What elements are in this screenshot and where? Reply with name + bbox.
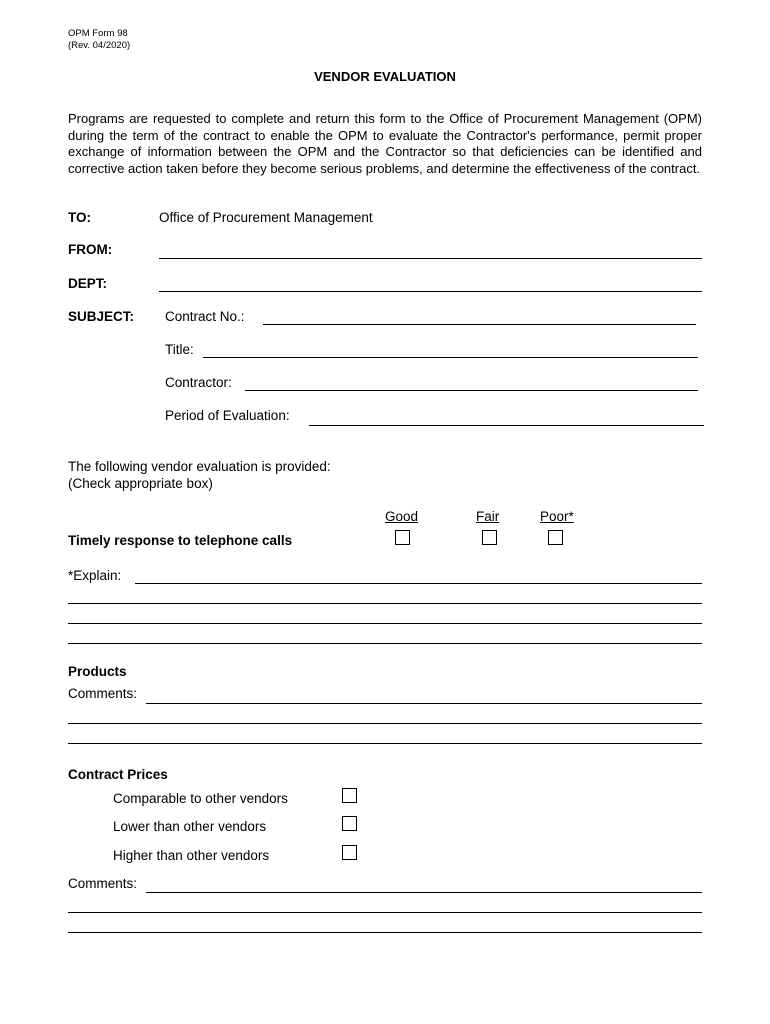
price-option-higher-checkbox[interactable]	[342, 845, 357, 860]
intro-paragraph: Programs are requested to complete and return this form to the Office of Procurement Management (OPM) during the term of the contract to enable the OPM to evaluate the Contractor's performance, permit proper exchange of information between the OPM and the Contractor so that deficiencies can be identified and corrective action taken before they become serious problems, and determine the effectiveness of the contract.	[68, 111, 702, 176]
price-option-higher-label: Higher than other vendors	[113, 848, 270, 863]
contract-no-label: Contract No.:	[165, 309, 245, 324]
price-option-lower-checkbox[interactable]	[342, 816, 357, 831]
period-label: Period of Evaluation:	[165, 408, 290, 423]
form-id: OPM Form 98	[68, 28, 128, 39]
rating-good-label: Good	[385, 509, 419, 524]
contract-prices-heading: Contract Prices	[68, 767, 168, 782]
from-label: FROM:	[68, 242, 113, 257]
to-value: Office of Procurement Management	[159, 210, 373, 225]
explain-field-line-4[interactable]	[68, 643, 702, 644]
rating-good-checkbox[interactable]	[395, 530, 410, 545]
prices-comments-label: Comments:	[68, 876, 138, 891]
rating-fair-label: Fair	[476, 509, 500, 524]
evaluation-instructions-note: (Check appropriate box)	[68, 476, 213, 491]
rating-poor-checkbox[interactable]	[548, 530, 563, 545]
explain-field-line-3[interactable]	[68, 623, 702, 624]
form-revision: (Rev. 04/2020)	[68, 40, 131, 51]
prices-comments-line-2[interactable]	[68, 912, 702, 913]
products-comments-line-3[interactable]	[68, 743, 702, 744]
rating-poor-label: Poor*	[540, 509, 574, 524]
contract-no-field[interactable]	[263, 324, 696, 325]
prices-comments-field[interactable]	[146, 892, 702, 893]
subject-label: SUBJECT:	[68, 309, 135, 324]
price-option-comparable-label: Comparable to other vendors	[113, 791, 288, 806]
dept-field[interactable]	[159, 291, 702, 292]
criterion-telephone-label: Timely response to telephone calls	[68, 533, 293, 548]
price-option-comparable-checkbox[interactable]	[342, 788, 357, 803]
prices-comments-line-3[interactable]	[68, 932, 702, 933]
products-comments-field[interactable]	[146, 703, 702, 704]
period-field[interactable]	[309, 425, 704, 426]
products-heading: Products	[68, 664, 127, 679]
explain-field-line-2[interactable]	[68, 603, 702, 604]
contractor-field[interactable]	[245, 390, 698, 391]
products-comments-line-2[interactable]	[68, 723, 702, 724]
rating-fair-checkbox[interactable]	[482, 530, 497, 545]
contractor-label: Contractor:	[165, 375, 232, 390]
title-label: Title:	[165, 342, 194, 357]
explain-field[interactable]	[135, 583, 702, 584]
evaluation-instructions: The following vendor evaluation is provided:	[68, 459, 331, 474]
dept-label: DEPT:	[68, 276, 108, 291]
to-label: TO:	[68, 210, 91, 225]
from-field[interactable]	[159, 258, 702, 259]
title-field[interactable]	[203, 357, 698, 358]
explain-label: *Explain:	[68, 568, 122, 583]
price-option-lower-label: Lower than other vendors	[113, 819, 267, 834]
products-comments-label: Comments:	[68, 686, 138, 701]
page-title: VENDOR EVALUATION	[314, 69, 456, 84]
